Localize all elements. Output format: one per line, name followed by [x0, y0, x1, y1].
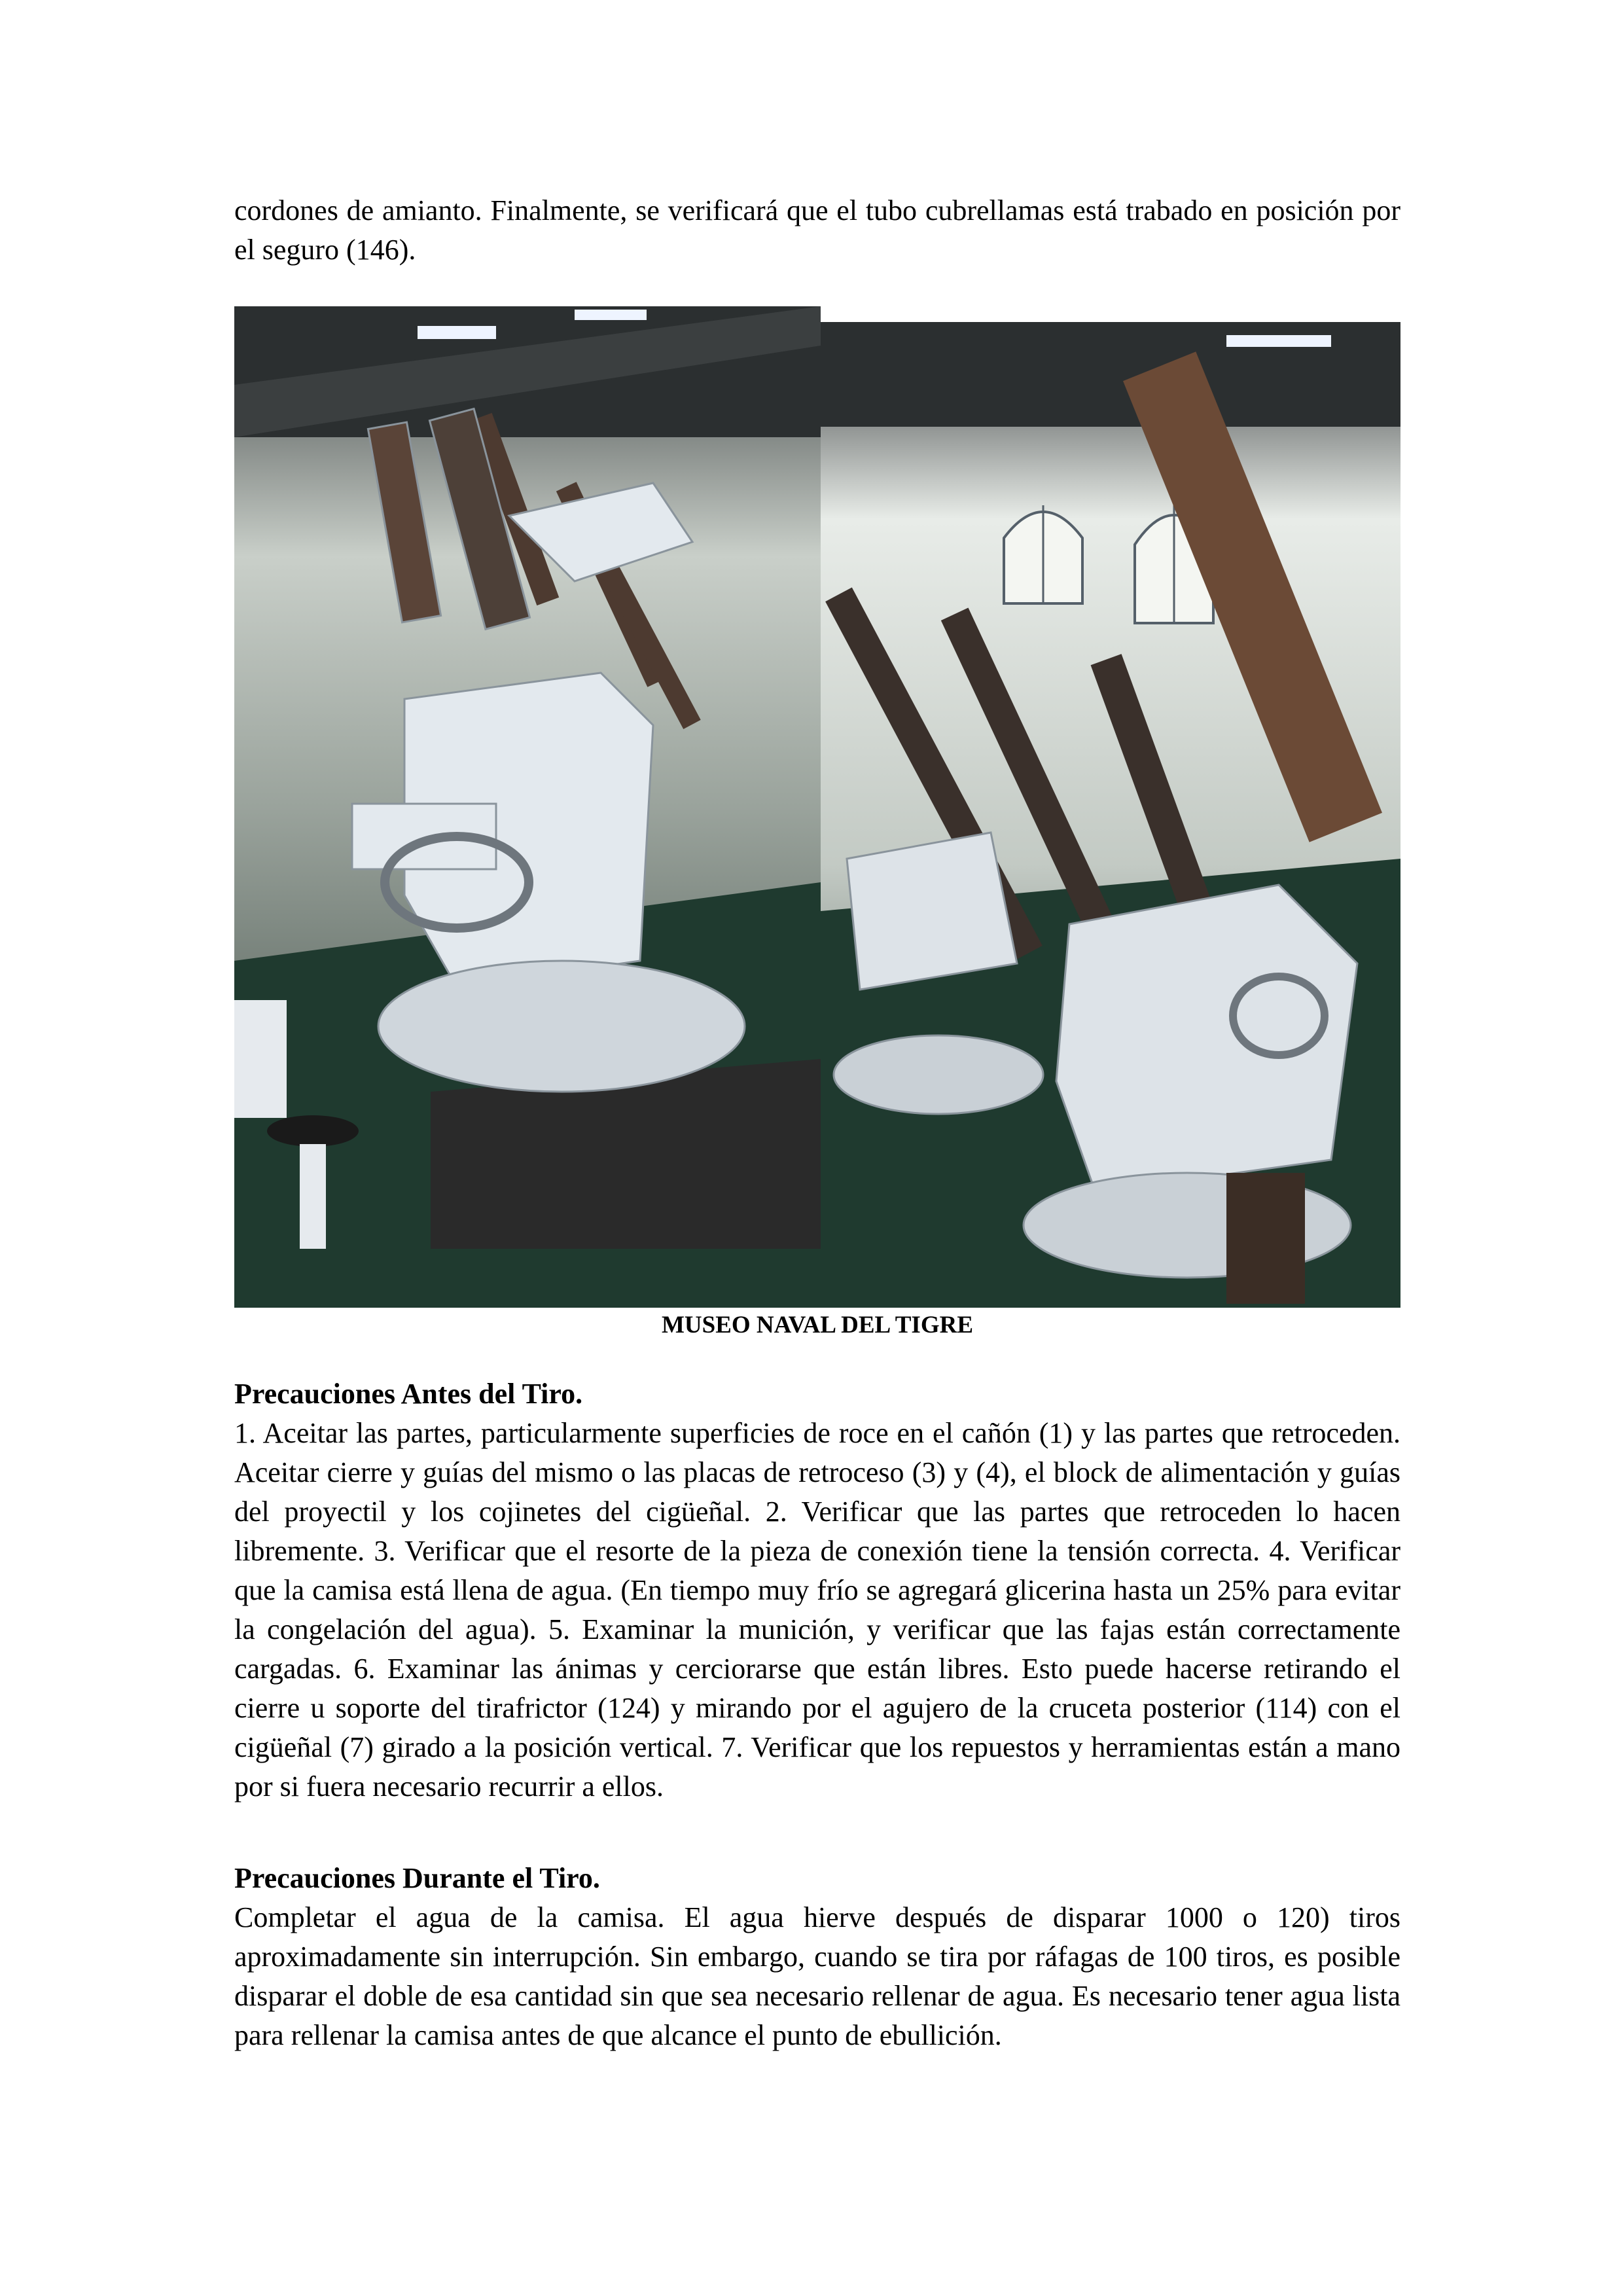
- section-body: 1. Aceitar las partes, particularmente superficies de roce en el cañón (1) y las partes que retroceden. Aceitar cierre y guías del mismo o las placas de retroceso (3) y (4), el block de alimentación y guías del proyectil y los cojinetes del cigüeñal. 2. Verificar que las partes que retroceden lo hacen libremente. 3. Verificar que el resorte de la pieza de conexión tiene la tensión correcta. 4. Verificar que la camisa está llena de agua. (En tiempo muy frío se agregará glicerina hasta un 25% para evitar la congelación del agua). 5. Examinar la munición, y verificar que las fajas están correctamente cargadas. 6. Examinar las ánimas y cerciorarse que están libres. Esto puede hacerse retirando el cierre u soporte del tirafrictor (124) y mirando por el agujero de la cruceta posterior (114) con el cigüeñal (7) girado a la posición vertical. 7. Verificar que los repuestos y herramientas están a mano por si fuera necesario recurrir a ellos.: [234, 1417, 1400, 1803]
- section-body: Completar el agua de la camisa. El agua hierve después de disparar 1000 o 120) tiros aproximadamente sin interrupción. Sin embargo, cuando se tira por ráfagas de 100 tiros, es posible disparar el doble de esa cantidad sin que sea necesario rellenar de agua. Es necesario tener agua lista para rellenar la camisa antes de que alcance el punto de ebullición.: [234, 1901, 1400, 2051]
- section-heading: Precauciones Durante el Tiro.: [234, 1862, 600, 1894]
- photo-left-gun-mounts: [234, 306, 821, 1308]
- photo-caption: MUSEO NAVAL DEL TIGRE: [661, 1312, 974, 1338]
- museum-photograph: [234, 306, 1400, 1308]
- intro-text: cordones de amianto. Finalmente, se verificará que el tubo cubrellamas está trabado en posición por el seguro (146).: [234, 194, 1400, 266]
- section-heading: Precauciones Antes del Tiro.: [234, 1378, 583, 1410]
- intro-paragraph: [234, 191, 1400, 270]
- section-before-firing: [234, 1374, 1400, 1806]
- photo-right-gun-mounts: [821, 322, 1400, 1308]
- section-during-firing: [234, 1859, 1400, 2055]
